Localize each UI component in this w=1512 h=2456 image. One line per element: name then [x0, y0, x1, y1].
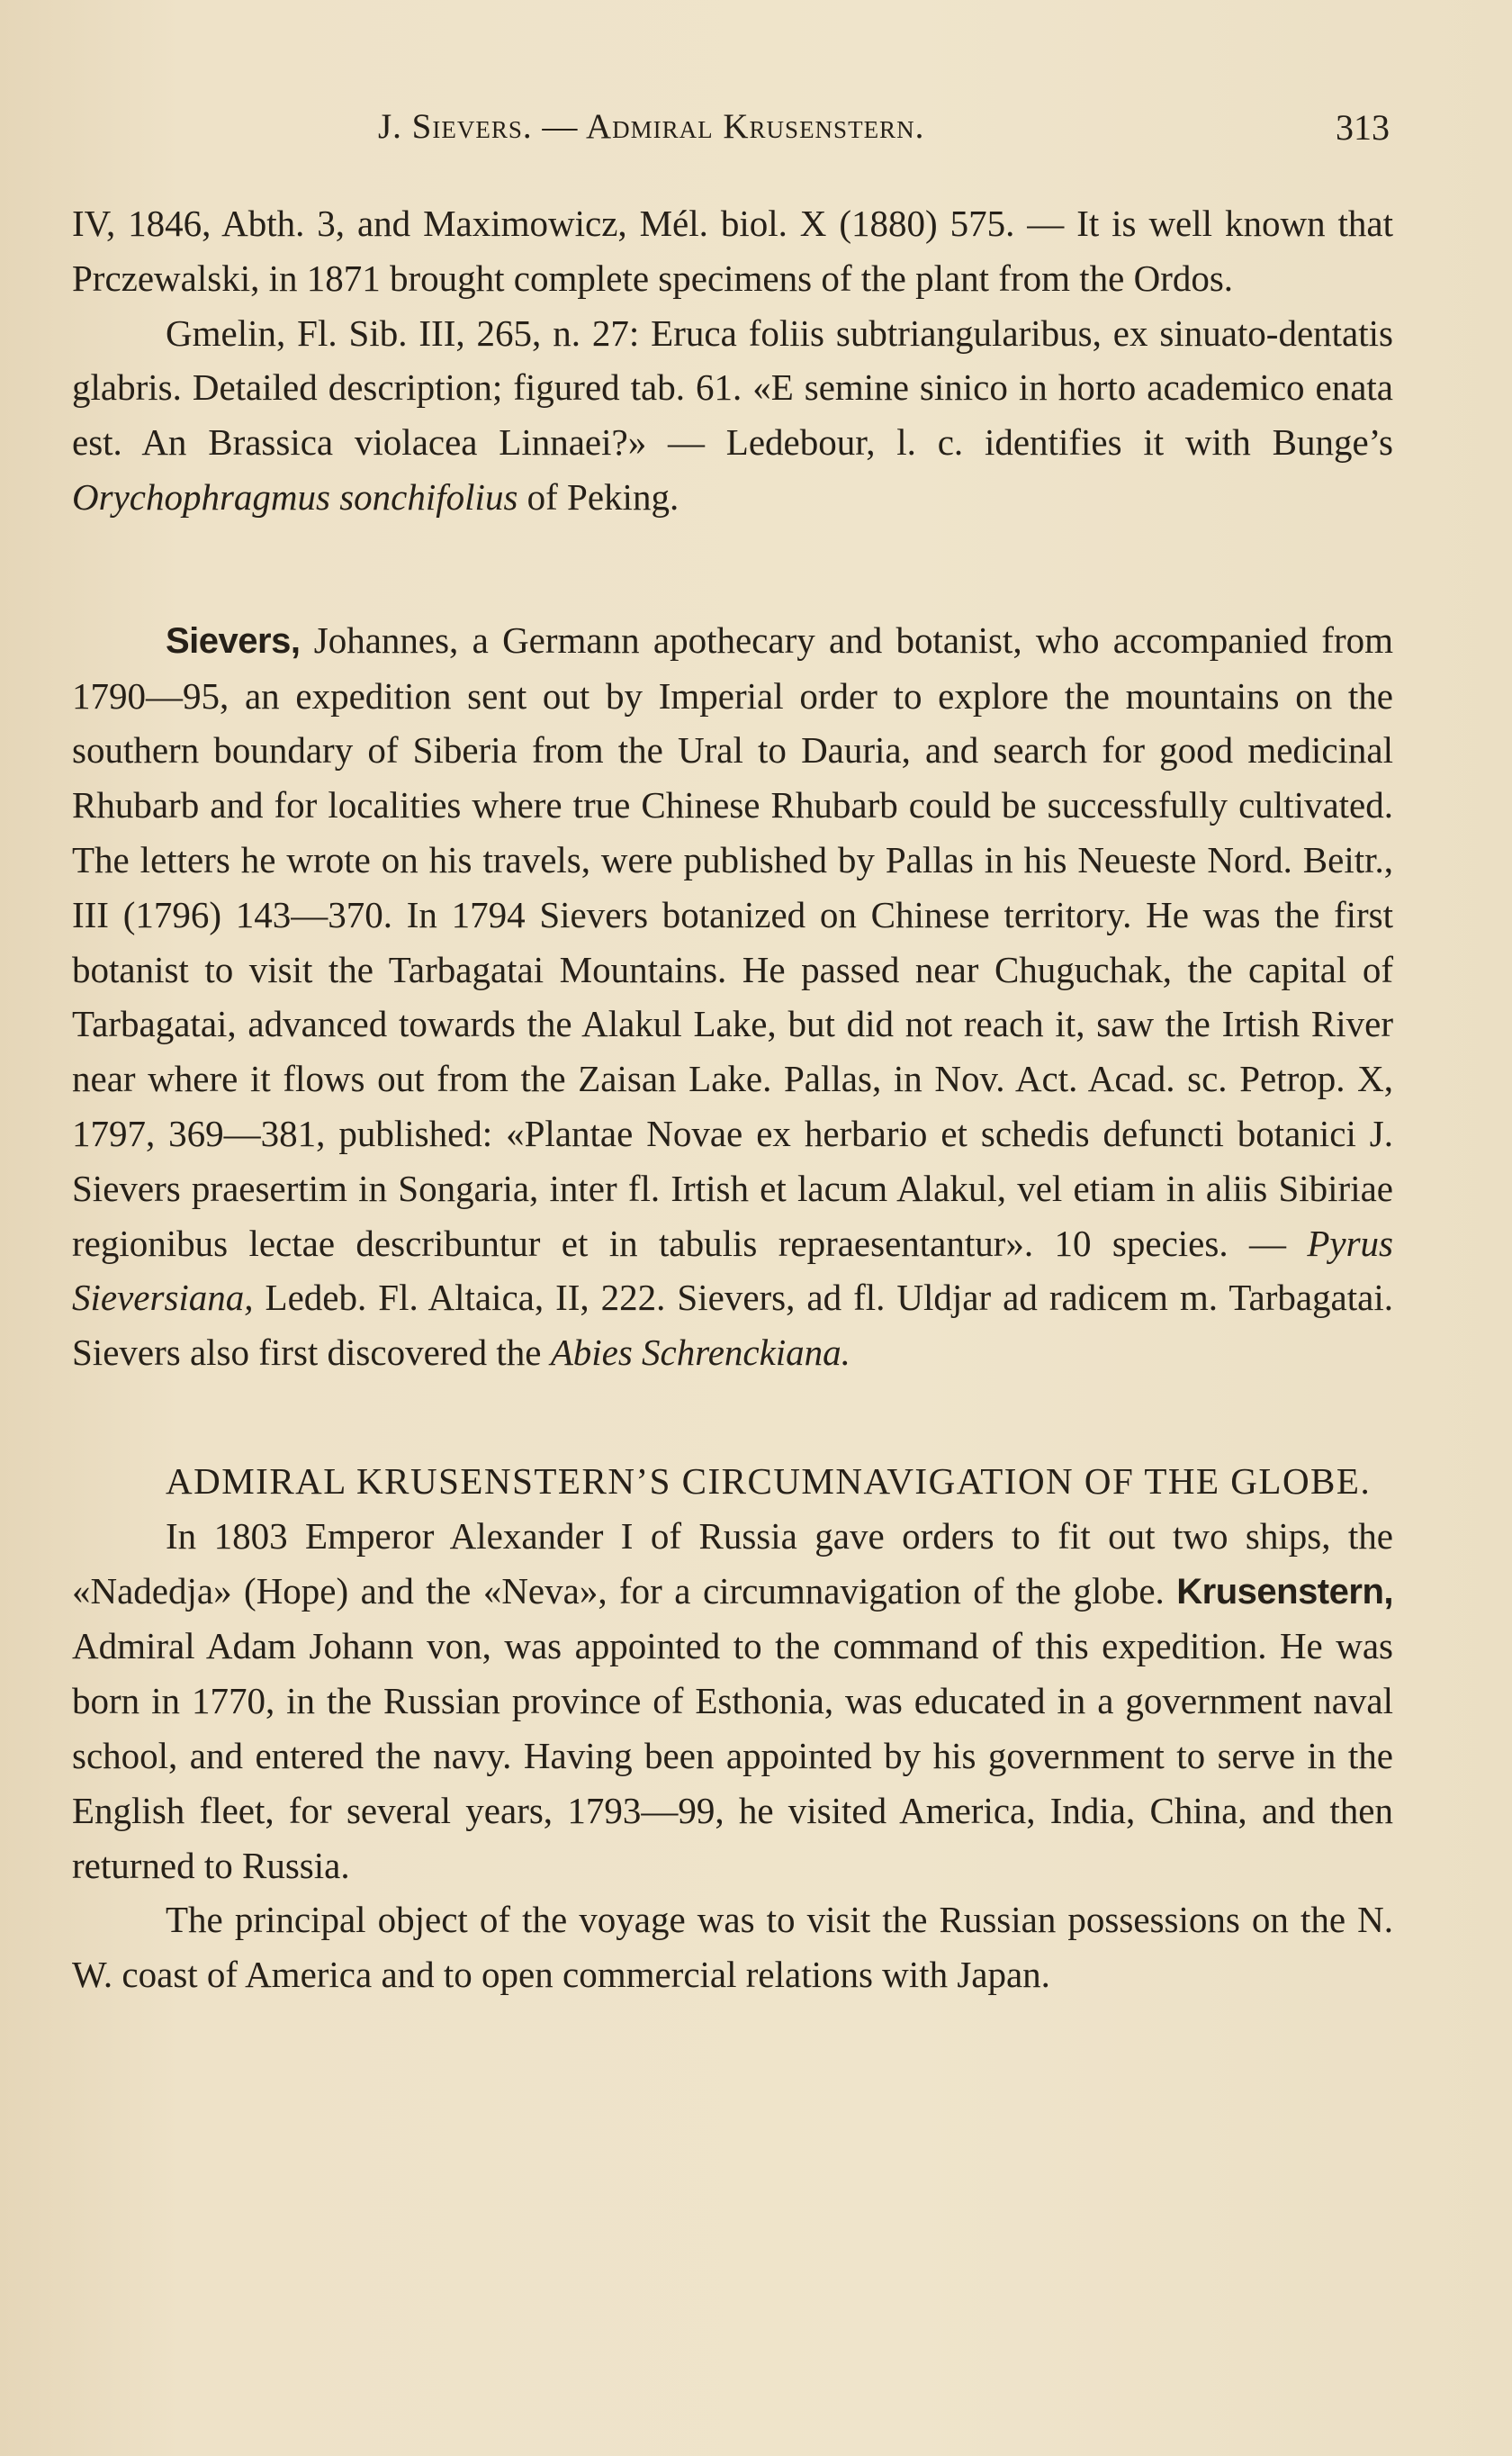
entry-name: Krusenstern, [1176, 1571, 1393, 1612]
paragraph-text: of Peking. [518, 475, 680, 518]
section-heading: ADMIRAL KRUSENSTERN’S CIRCUMNAVIGATION OF THE GLOBE. [166, 1459, 1372, 1502]
paragraph-voyage-object [72, 1892, 1393, 2002]
paragraph-text: Ledeb. Fl. Altaica, II, 222. Sievers, ad fl. Uldjar ad radicem m. Tarbagatai. Sievers also first discovered the [72, 1277, 1393, 1374]
paragraph-expedition [72, 1509, 1393, 1893]
paragraph-gmelin [72, 306, 1393, 525]
paragraph-text: The principal object of the voyage was to visit the Russian possessions on the N. W. coast of America and to open commercial relations with Japan. [72, 1899, 1393, 1996]
paragraph-text: IV, 1846, Abth. 3, and Maximowicz, Mél. biol. X (1880) 575. — It is well known that Prczewalski, in 1871 brought complete specimens of the plant from the Ordos. [72, 203, 1393, 299]
paragraph-text: Admiral Adam Johann von, was appointed to the command of this expedition. He was born in 1770, in the Russian province of Esthonia, was educated in a government naval school, and entered the navy. Having been appointed by his government to serve in the English fleet, for several years, 1793—99, he visited America, India, China, and then returned to Russia. [72, 1625, 1393, 1886]
entry-sievers [72, 613, 1393, 1380]
species-name: Pyrus Sieversiana, [72, 1222, 1393, 1319]
paragraph-text: Gmelin, Fl. Sib. III, 265, n. 27: Eruca foliis subtriangularibus, ex sinuato-dentatis glabris. Detailed description; figured tab. 61. «E semine sinico in horto academico enata est. An Brassica violacea Linnaei?» — Ledebour, l. c. identifies it with Bunge’s [72, 312, 1393, 464]
species-name: Orychophragmus sonchifolius [72, 475, 518, 518]
species-name: Abies Schrenckiana. [550, 1332, 850, 1374]
paragraph-continuation [72, 196, 1393, 306]
page-header [0, 106, 1512, 171]
spacer [72, 1380, 1393, 1454]
running-title: J. Sievers. — Admiral Krusenstern. [378, 107, 925, 146]
spacer [72, 525, 1393, 613]
entry-name: Sievers, [166, 620, 301, 661]
page-number: 313 [1336, 107, 1390, 148]
page-body [72, 196, 1393, 2002]
paragraph-text: Johannes, a Germann apothecary and botanist, who accompanied from 1790—95, an expedition sent out by Imperial order to explore the mountains on the southern boundary of Siberia from the Ural to Dauria, and search for good medicinal Rhubarb and for localities where true Chinese Rhubarb could be successfully cultivated. The letters he wrote on his travels, were published by Pallas in his Neueste Nord. Beitr., III (1796) 143—370. In 1794 Sievers botanized on Chinese territory. He was the first botanist to visit the Tarbagatai Mountains. He passed near Chuguchak, the capital of Tarbagatai, advanced towards the Alakul Lake, but did not reach it, saw the Irtish River near where it flows out from the Zaisan Lake. Pallas, in Nov. Act. Acad. sc. Petrop. X, 1797, 369—381, published: «Plantae Novae ex herbario et schedis defuncti botanici J. Sievers praesertim in Songaria, inter fl. Irtish et lacum Alakul, vel etiam in aliis Sibiriae regionibus lectae describuntur et in tabulis repraesentantur». 10 species. — [72, 619, 1393, 1264]
paragraph-text: In 1803 Emperor Alexander I of Russia gave orders to fit out two ships, the «Nadedja» (Hope) and the «Neva», for a circumnavigation of the globe. [72, 1514, 1393, 1612]
